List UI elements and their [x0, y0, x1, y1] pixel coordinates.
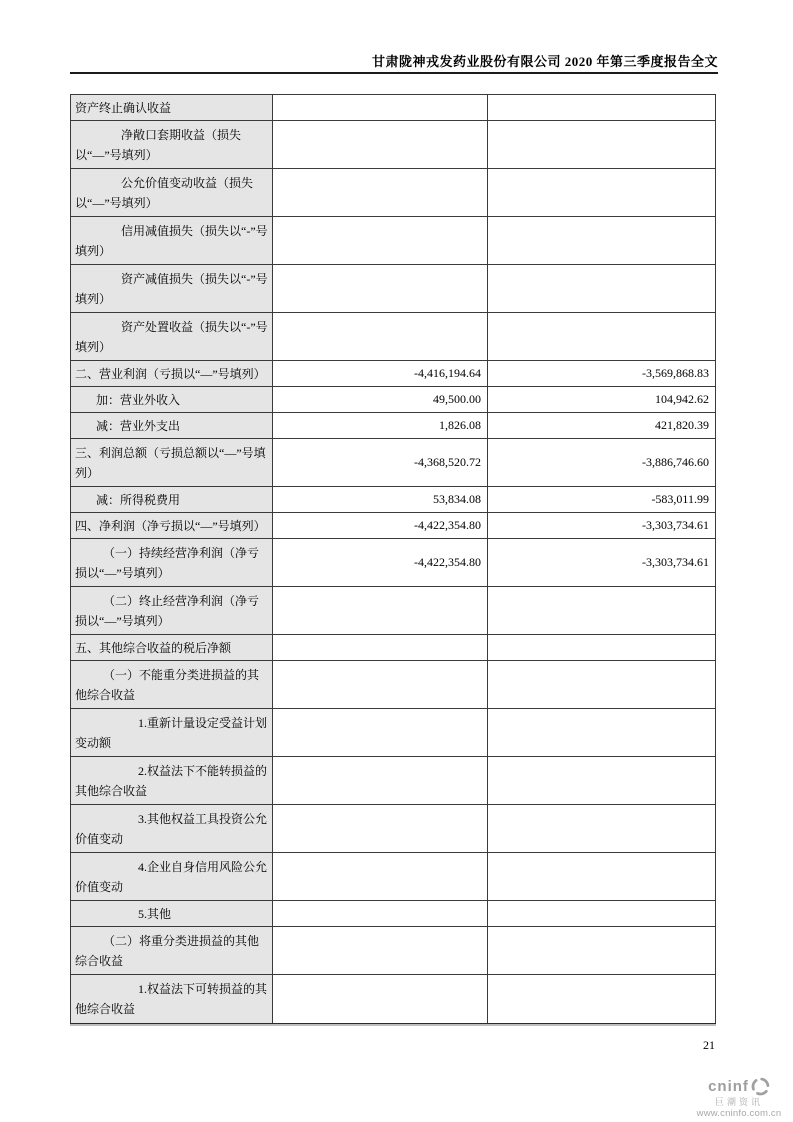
report-header-title: 甘肃陇神戎发药业股份有限公司 2020 年第三季度报告全文 — [371, 54, 718, 69]
cninfo-logo — [689, 1077, 789, 1119]
row-value-prior: -583,011.99 — [488, 487, 716, 513]
table-row — [71, 413, 716, 439]
row-value-current — [273, 927, 488, 975]
row-label: 减：所得税费用 — [96, 492, 181, 507]
row-value-prior — [488, 265, 716, 313]
row-label: （二）将重分类进损益的其他综合收益 — [75, 933, 260, 968]
row-value-prior: -3,569,868.83 — [488, 361, 716, 387]
row-label: 加：营业外收入 — [96, 392, 181, 407]
row-label: 公允价值变动收益（损失以“—”号填列） — [75, 175, 254, 210]
row-value-prior — [488, 901, 716, 927]
row-value-current — [273, 217, 488, 265]
row-label: 资产终止确认收益 — [75, 100, 172, 115]
row-value-prior — [488, 121, 716, 169]
header-rule — [70, 72, 718, 74]
row-label: （一）不能重分类进损益的其他综合收益 — [75, 667, 260, 702]
table-row — [71, 635, 716, 661]
row-value-current — [273, 661, 488, 709]
row-value-prior — [488, 757, 716, 805]
row-value-current — [273, 635, 488, 661]
row-label: 三、利润总额（亏损总额以“—”号填列） — [75, 445, 266, 480]
row-label: 5.其他 — [138, 906, 172, 921]
row-label: 四、净利润（净亏损以“—”号填列） — [75, 518, 266, 533]
table-row — [71, 361, 716, 387]
row-value-prior — [488, 635, 716, 661]
cninfo-swirl-icon — [751, 1077, 770, 1096]
row-value-prior: 421,820.39 — [488, 413, 716, 439]
row-value-current: -4,416,194.64 — [273, 361, 488, 387]
table-row — [71, 539, 716, 587]
row-value-current — [273, 265, 488, 313]
row-value-prior — [488, 853, 716, 901]
row-label: 2.权益法下不能转损益的其他综合收益 — [75, 763, 268, 798]
cninfo-website: www.cninfo.com.cn — [696, 1108, 782, 1119]
row-value-prior — [488, 661, 716, 709]
row-value-current — [273, 709, 488, 757]
row-label: 4.企业自身信用风险公允价值变动 — [75, 859, 268, 894]
row-label: 资产减值损失（损失以“-”号填列） — [75, 271, 268, 306]
row-value-current: 49,500.00 — [273, 387, 488, 413]
row-value-current — [273, 757, 488, 805]
row-value-prior: 104,942.62 — [488, 387, 716, 413]
cninfo-chinese-name: 巨潮资讯 — [714, 1097, 763, 1107]
row-value-prior — [488, 313, 716, 361]
row-label: 净敞口套期收益（损失以“—”号填列） — [75, 127, 242, 162]
table-row — [71, 927, 716, 975]
table-row — [71, 169, 716, 217]
row-value-prior — [488, 927, 716, 975]
table-row — [71, 265, 716, 313]
income-statement-table — [70, 94, 716, 1024]
row-value-prior — [488, 95, 716, 121]
row-label: 五、其他综合收益的税后净额 — [75, 640, 232, 655]
table-row — [71, 587, 716, 635]
row-label: 信用减值损失（损失以“-”号填列） — [75, 223, 268, 258]
row-value-current — [273, 901, 488, 927]
row-label: 1.权益法下可转损益的其他综合收益 — [75, 982, 268, 1016]
row-label: （二）终止经营净利润（净亏损以“—”号填列） — [75, 593, 260, 628]
table-row — [71, 121, 716, 169]
row-label: （一）持续经营净利润（净亏损以“—”号填列） — [75, 545, 260, 580]
row-value-current — [273, 587, 488, 635]
row-value-current: 53,834.08 — [273, 487, 488, 513]
row-label: 减：营业外支出 — [96, 418, 181, 433]
table-row — [71, 901, 716, 927]
cninfo-brand-text: cninf — [708, 1078, 749, 1095]
row-label: 二、营业利润（亏损以“—”号填列） — [75, 366, 266, 381]
row-value-prior: -3,303,734.61 — [488, 513, 716, 539]
table-row — [71, 975, 716, 1023]
row-label: 资产处置收益（损失以“-”号填列） — [75, 319, 268, 354]
row-value-current — [273, 853, 488, 901]
row-value-prior — [488, 805, 716, 853]
table-row — [71, 757, 716, 805]
row-value-prior: -3,303,734.61 — [488, 539, 716, 587]
table-row — [71, 487, 716, 513]
row-label: 1.重新计量设定受益计划变动额 — [75, 715, 268, 750]
row-value-prior — [488, 587, 716, 635]
row-value-current: -4,422,354.80 — [273, 513, 488, 539]
row-value-current — [273, 975, 488, 1023]
row-value-current — [273, 169, 488, 217]
row-value-current: -4,422,354.80 — [273, 539, 488, 587]
table-row — [71, 217, 716, 265]
table-row — [71, 513, 716, 539]
page-number: 21 — [703, 1038, 715, 1052]
row-value-prior: -3,886,746.60 — [488, 439, 716, 487]
row-value-current — [273, 121, 488, 169]
row-value-prior — [488, 169, 716, 217]
row-value-prior — [488, 709, 716, 757]
row-label: 3.其他权益工具投资公允价值变动 — [75, 811, 268, 846]
table-row — [71, 853, 716, 901]
row-value-current — [273, 805, 488, 853]
table-row — [71, 661, 716, 709]
table-row — [71, 387, 716, 413]
row-value-prior — [488, 217, 716, 265]
table-row — [71, 439, 716, 487]
row-value-current — [273, 313, 488, 361]
table-row — [71, 805, 716, 853]
table-row — [71, 709, 716, 757]
row-value-current: -4,368,520.72 — [273, 439, 488, 487]
row-value-current: 1,826.08 — [273, 413, 488, 439]
table-row — [71, 313, 716, 361]
row-value-prior — [488, 975, 716, 1023]
table-row — [71, 95, 716, 121]
row-value-current — [273, 95, 488, 121]
